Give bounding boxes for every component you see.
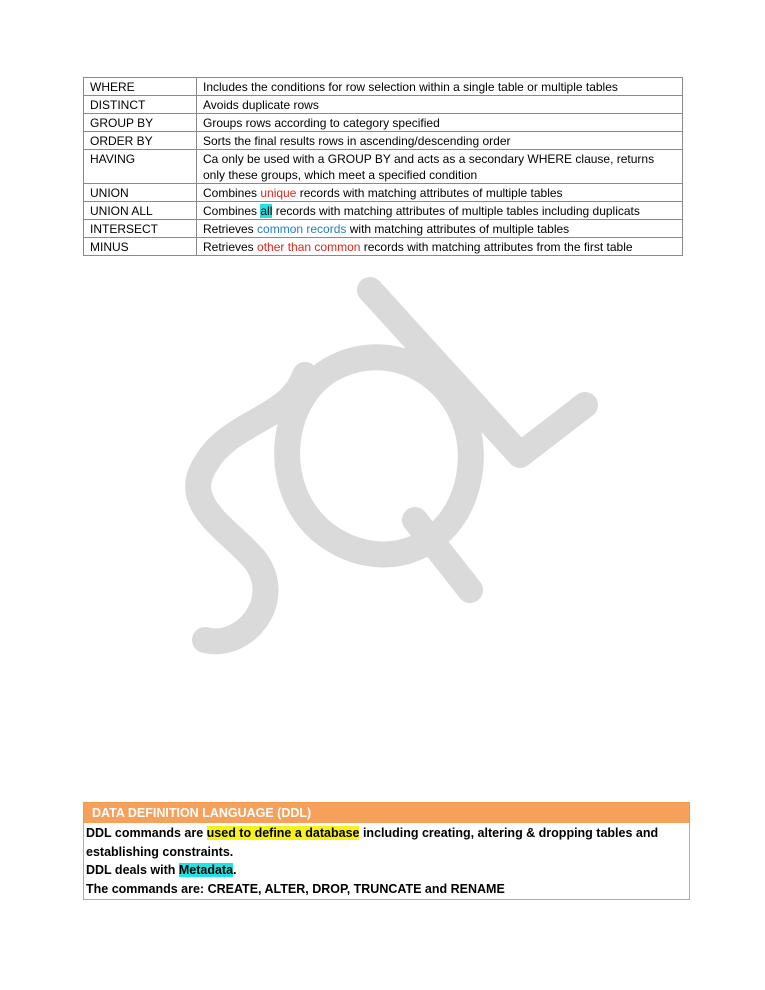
clause-text: records with matching attributes of multiple tables including duplicats — [272, 204, 640, 218]
clause-description — [197, 150, 683, 184]
clause-text: Includes the conditions for row selection within a single table or multiple tables — [203, 80, 618, 94]
clause-description — [197, 132, 683, 150]
ddl-heading: DATA DEFINITION LANGUAGE (DDL) — [84, 803, 689, 823]
clause-text: Combines — [203, 186, 261, 200]
clause-emphasis-red: unique — [260, 186, 297, 200]
clause-text: Sorts the final results rows in ascending/descending order — [203, 134, 511, 148]
ddl-highlight-metadata: Metadata — [178, 863, 234, 877]
clause-keyword: UNION — [84, 184, 197, 202]
clause-keyword: GROUP BY — [84, 114, 197, 132]
ddl-line-commands: The commands are: CREATE, ALTER, DROP, TRUNCATE and RENAME — [86, 881, 505, 896]
clause-text: with matching attributes of multiple tables — [346, 222, 570, 236]
clause-description — [197, 78, 683, 96]
clause-text: Avoids duplicate rows — [203, 98, 319, 112]
table-row — [84, 150, 683, 184]
clause-text: Retrieves — [203, 240, 258, 254]
clause-text: records with matching attributes of multiple tables — [296, 186, 563, 200]
clause-keyword: WHERE — [84, 78, 197, 96]
clause-description — [197, 96, 683, 114]
table-row — [84, 114, 683, 132]
ddl-text: . — [233, 863, 237, 877]
clause-keyword: DISTINCT — [84, 96, 197, 114]
clause-description — [197, 220, 683, 238]
clause-text: Retrieves — [203, 222, 258, 236]
clause-description — [197, 114, 683, 132]
clause-description — [197, 202, 683, 220]
clause-keyword: UNION ALL — [84, 202, 197, 220]
clause-description — [197, 238, 683, 256]
table-row — [84, 184, 683, 202]
clause-text: Combines — [203, 204, 261, 218]
clause-keyword: INTERSECT — [84, 220, 197, 238]
clause-description — [197, 184, 683, 202]
clause-keyword: HAVING — [84, 150, 197, 184]
ddl-text: DDL deals with — [86, 863, 179, 877]
clause-keyword: MINUS — [84, 238, 197, 256]
clause-text: records with matching attributes from the first table — [360, 240, 633, 254]
watermark-letter-q — [287, 357, 471, 590]
ddl-box — [83, 802, 690, 900]
ddl-highlight-define: used to define a database — [206, 826, 360, 840]
clause-emphasis-red: other than common — [257, 240, 361, 254]
sql-clauses-table — [83, 77, 683, 256]
clause-keyword: ORDER BY — [84, 132, 197, 150]
table-row — [84, 238, 683, 256]
table-row — [84, 96, 683, 114]
clause-text: Groups rows according to category specified — [203, 116, 440, 130]
ddl-body — [84, 823, 689, 899]
ddl-line-definition — [86, 824, 687, 861]
table-row — [84, 132, 683, 150]
ddl-line-metadata — [86, 861, 687, 880]
ddl-text: DDL commands are — [86, 826, 207, 840]
table-row — [84, 220, 683, 238]
clause-emphasis-blue: common records — [257, 222, 347, 236]
ddl-text: including creating, altering & dropping tables and establishing constraints. — [86, 826, 659, 859]
clause-text: Ca only be used with a GROUP BY and acts as a secondary WHERE clause, returns only these groups, which meet a specified condition — [203, 152, 655, 182]
table-row — [84, 202, 683, 220]
clause-emphasis-cyan: all — [260, 204, 273, 218]
table-row — [84, 78, 683, 96]
